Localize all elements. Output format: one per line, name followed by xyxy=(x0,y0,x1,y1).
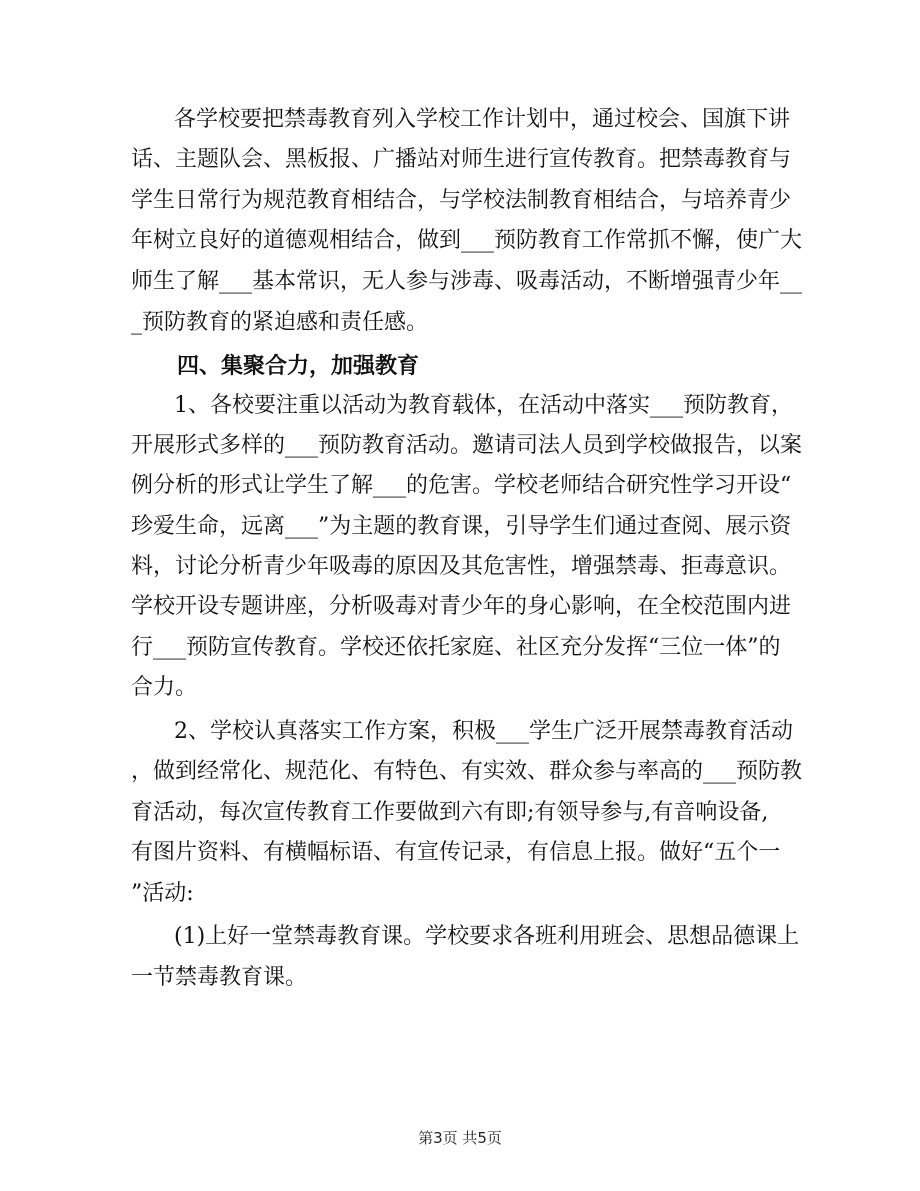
body-line: 学生日常行为规范教育相结合，与学校法制教育相结合，与培养青少 xyxy=(131,188,792,213)
body-line: 例分析的形式让学生了解___的危害。学校老师结合研究性学习开设“ xyxy=(131,473,792,498)
body-line: (1)上好一堂禁毒教育课。学校要求各班利用班会、思想品德课上 xyxy=(174,924,800,949)
body-line: 各学校要把禁毒教育列入学校工作计划中，通过校会、国旗下讲 xyxy=(174,107,791,132)
body-line: 育活动，每次宣传教育工作要做到六有即;有领导参与,有音响设备, xyxy=(131,800,769,825)
page-number-footer: 第3页 共5页 xyxy=(418,1129,502,1147)
section-heading: 四、集聚合力，加强教育 xyxy=(177,353,420,379)
body-line: 学校开设专题讲座，分析吸毒对青少年的身心影响，在全校范围内进 xyxy=(131,594,792,619)
body-line: 有图片资料、有横幅标语、有宣传记录，有信息上报。做好“五个一 xyxy=(131,840,781,865)
body-line: 开展形式多样的___预防教育活动。邀请司法人员到学校做报告，以案 xyxy=(131,433,803,458)
body-line: 行___预防宣传教育。学校还依托家庭、社区充分发挥“三位一体”的 xyxy=(131,635,781,660)
body-line: 合力。 xyxy=(131,675,198,700)
body-line: _预防教育的紧迫感和责任感。 xyxy=(131,310,429,335)
body-line: 2、学校认真落实工作方案，积极___学生广泛开展禁毒教育活动 xyxy=(174,719,793,744)
body-line: 1、各校要注重以活动为教育载体，在活动中落实___预防教育， xyxy=(174,393,793,418)
body-line: 料，讨论分析青少年吸毒的原因及其危害性，增强禁毒、拒毒意识。 xyxy=(131,554,792,579)
body-line: 一节禁毒教育课。 xyxy=(131,965,308,990)
body-line: 珍爱生命，远离___”为主题的教育课，引导学生们通过查阅、展示资 xyxy=(131,514,792,539)
body-line: 年树立良好的道德观相结合，做到___预防教育工作常抓不懈，使广大 xyxy=(131,228,803,253)
body-line: 话、主题队会、黑板报、广播站对师生进行宣传教育。把禁毒教育与 xyxy=(131,147,792,172)
body-line: 师生了解___基本常识，无人参与涉毒、吸毒活动，不断增强青少年__ xyxy=(131,269,803,294)
body-line: ，做到经常化、规范化、有特色、有实效、群众参与率高的___预防教 xyxy=(131,759,803,784)
body-line: ”活动: xyxy=(131,881,194,906)
